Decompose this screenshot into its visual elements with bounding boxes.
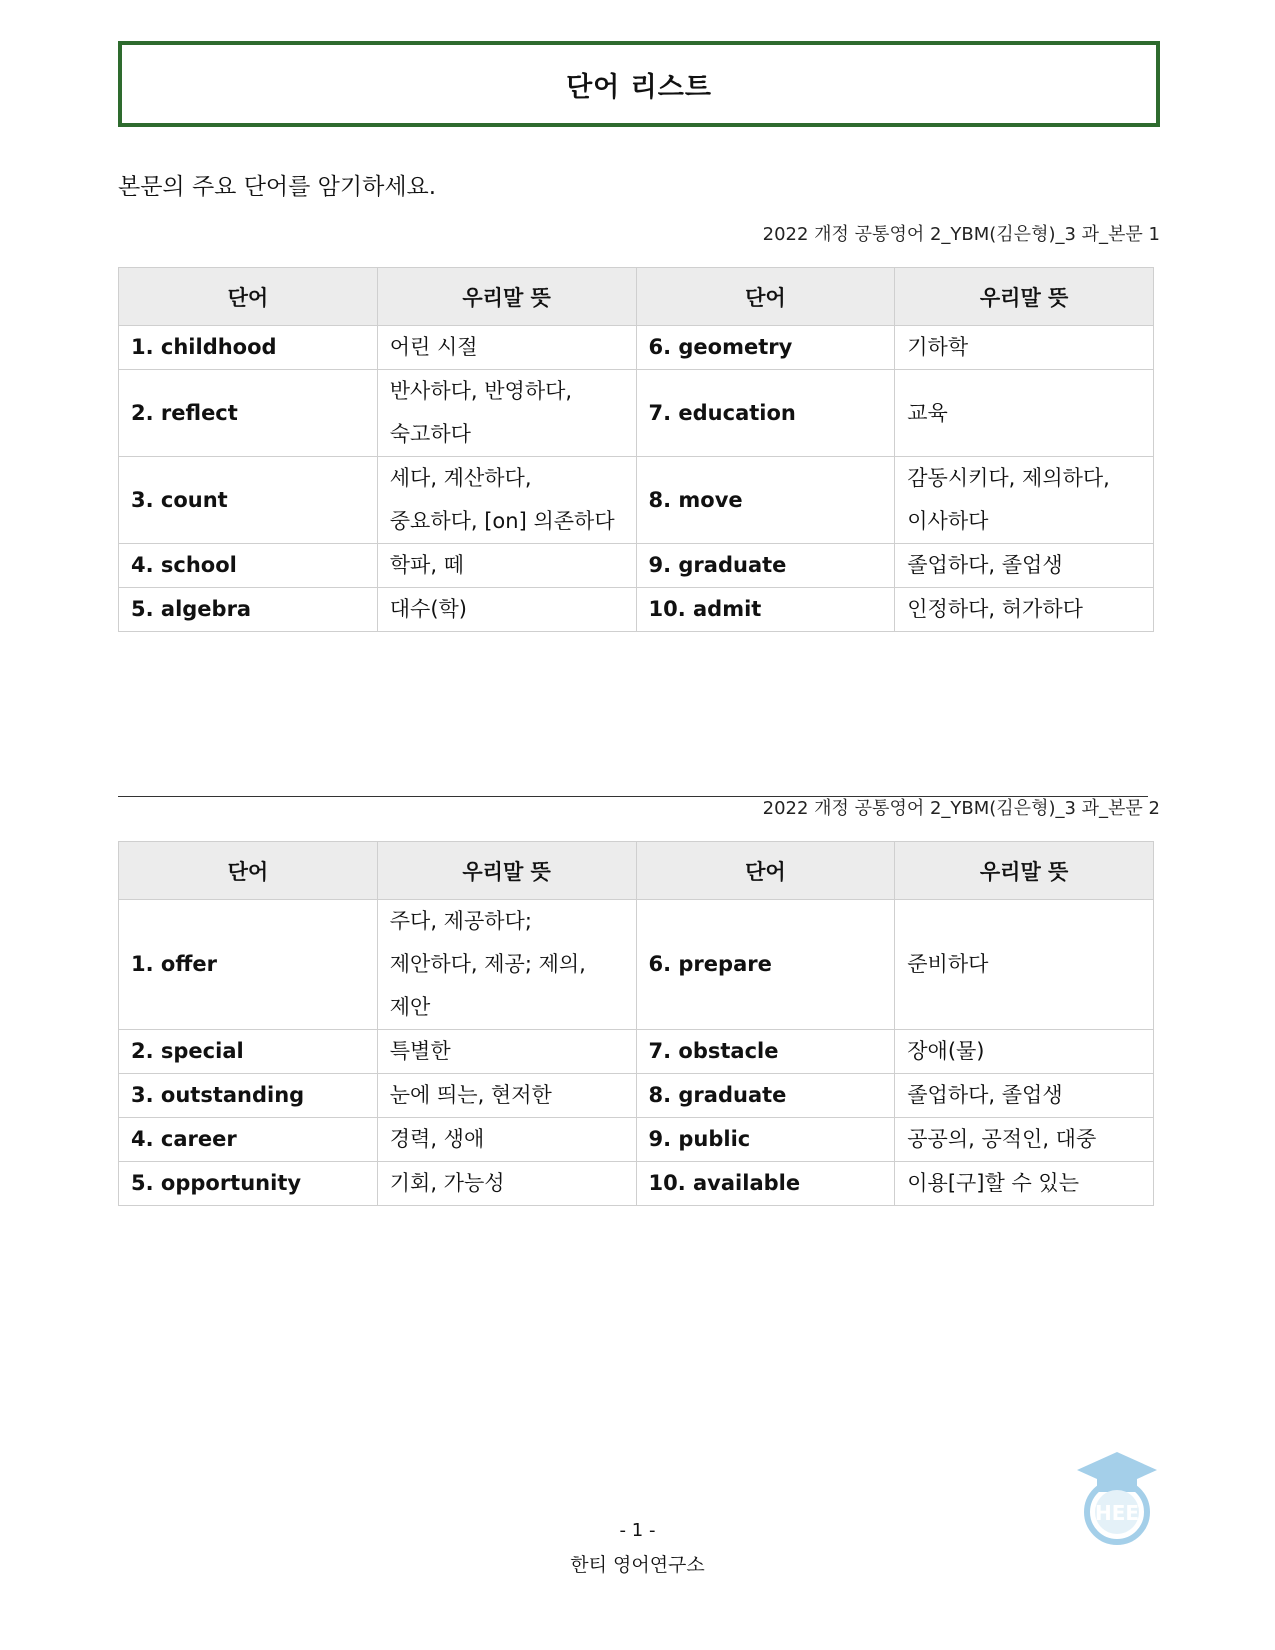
table-row	[119, 544, 1154, 588]
table-row	[119, 370, 1154, 457]
word-cell: 3. count	[119, 457, 378, 544]
section-1-source: 2022 개정 공통영어 2_YBM(김은형)_3 과_본문 1	[762, 224, 1160, 245]
table-header-row	[119, 268, 1154, 326]
title-box	[118, 41, 1160, 127]
footer-text: 한티 영어연구소	[570, 1554, 705, 1576]
word-cell: 8. move	[636, 457, 895, 544]
meaning-cell: 감동시키다, 제의하다, 이사하다	[895, 457, 1154, 544]
word-cell: 5. opportunity	[119, 1162, 378, 1206]
meaning-cell: 졸업하다, 졸업생	[895, 1074, 1154, 1118]
word-cell: 10. available	[636, 1162, 895, 1206]
header-word: 단어	[636, 268, 895, 326]
header-meaning: 우리말 뜻	[895, 268, 1154, 326]
word-cell: 2. reflect	[119, 370, 378, 457]
meaning-cell: 대수(학)	[377, 588, 636, 632]
table-row	[119, 900, 1154, 1030]
vocab-table-1	[118, 267, 1154, 632]
table-row	[119, 1118, 1154, 1162]
table-row	[119, 1074, 1154, 1118]
meaning-cell: 인정하다, 허가하다	[895, 588, 1154, 632]
meaning-cell: 기회, 가능성	[377, 1162, 636, 1206]
instruction-text: 본문의 주요 단어를 암기하세요.	[118, 174, 437, 200]
word-cell: 10. admit	[636, 588, 895, 632]
table-row	[119, 1162, 1154, 1206]
meaning-cell: 어린 시절	[377, 326, 636, 370]
word-cell: 4. career	[119, 1118, 378, 1162]
word-cell: 1. offer	[119, 900, 378, 1030]
header-word: 단어	[636, 842, 895, 900]
word-cell: 7. obstacle	[636, 1030, 895, 1074]
word-cell: 9. graduate	[636, 544, 895, 588]
section-2-source: 2022 개정 공통영어 2_YBM(김은형)_3 과_본문 2	[762, 798, 1160, 819]
meaning-cell: 기하학	[895, 326, 1154, 370]
word-cell: 8. graduate	[636, 1074, 895, 1118]
page-title: 단어 리스트	[566, 71, 712, 103]
meaning-cell: 교육	[895, 370, 1154, 457]
meaning-cell: 졸업하다, 졸업생	[895, 544, 1154, 588]
word-cell: 5. algebra	[119, 588, 378, 632]
meaning-cell: 이용[구]할 수 있는	[895, 1162, 1154, 1206]
table-row	[119, 326, 1154, 370]
page-number: - 1 -	[619, 1520, 656, 1541]
word-cell: 1. childhood	[119, 326, 378, 370]
word-cell: 9. public	[636, 1118, 895, 1162]
word-cell: 7. education	[636, 370, 895, 457]
meaning-cell: 특별한	[377, 1030, 636, 1074]
word-cell: 2. special	[119, 1030, 378, 1074]
meaning-cell: 반사하다, 반영하다, 숙고하다	[377, 370, 636, 457]
header-word: 단어	[119, 842, 378, 900]
table-header-row	[119, 842, 1154, 900]
header-meaning: 우리말 뜻	[377, 842, 636, 900]
header-word: 단어	[119, 268, 378, 326]
hee-logo-icon	[1075, 1450, 1160, 1545]
meaning-cell: 세다, 계산하다, 중요하다, [on] 의존하다	[377, 457, 636, 544]
header-meaning: 우리말 뜻	[895, 842, 1154, 900]
table-row	[119, 588, 1154, 632]
word-cell: 4. school	[119, 544, 378, 588]
meaning-cell: 장애(물)	[895, 1030, 1154, 1074]
meaning-cell: 준비하다	[895, 900, 1154, 1030]
header-meaning: 우리말 뜻	[377, 268, 636, 326]
meaning-cell: 주다, 제공하다; 제안하다, 제공; 제의, 제안	[377, 900, 636, 1030]
word-cell: 6. prepare	[636, 900, 895, 1030]
meaning-cell: 공공의, 공적인, 대중	[895, 1118, 1154, 1162]
table-row	[119, 1030, 1154, 1074]
meaning-cell: 학파, 떼	[377, 544, 636, 588]
vocab-table-2	[118, 841, 1154, 1206]
word-cell: 6. geometry	[636, 326, 895, 370]
meaning-cell: 눈에 띄는, 현저한	[377, 1074, 636, 1118]
logo-text: HEE	[1094, 1501, 1140, 1525]
word-cell: 3. outstanding	[119, 1074, 378, 1118]
meaning-cell: 경력, 생애	[377, 1118, 636, 1162]
table-row	[119, 457, 1154, 544]
